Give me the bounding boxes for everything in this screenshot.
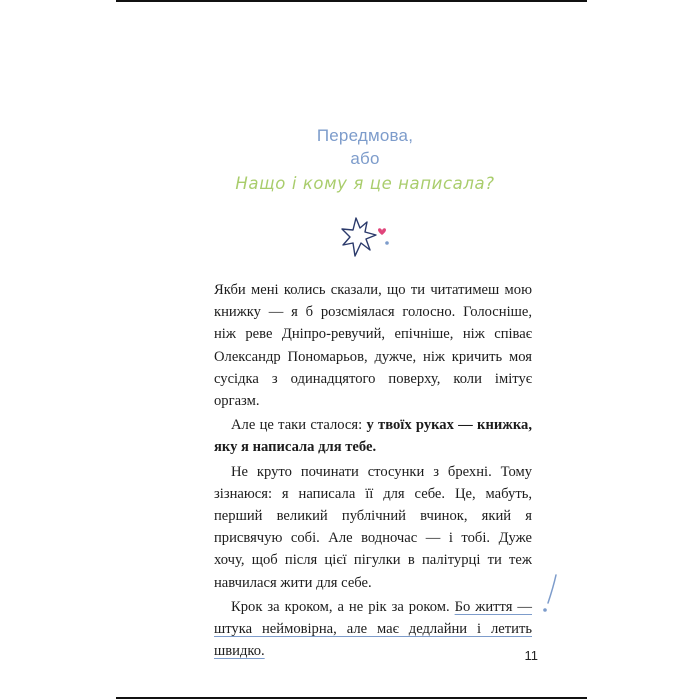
heart-icon (378, 228, 386, 235)
paragraph-1: Якби мені колись сказали, що ти читатимеш мою книжку — я б розсміялася голосно. Голосніше, ніж реве Дніпро-ревучий, епічніше, ніж співає Олександр Пономарьов, дужче, ніж кричить моя сусідка з одинадцятого поверху, коли імітує оргазм. (214, 282, 532, 410)
paragraph-2-start: Але це таки сталося: (231, 417, 367, 434)
exclamation-mark-icon (536, 572, 562, 616)
title-line-2: або (350, 149, 380, 168)
title-line-1: Передмова, (316, 126, 414, 145)
paragraph-4 (214, 596, 532, 663)
chapter-title (200, 124, 530, 195)
ornament (340, 214, 396, 262)
title-line-3: Нащо і кому я це написала? (235, 174, 495, 193)
sparkle-star-icon (342, 218, 376, 256)
page-number: 11 (524, 648, 538, 663)
paragraph-4-underlined: Бо життя — штука неймовірна, але має дедлайни і летить швидко. (214, 598, 532, 660)
bottom-rule (116, 697, 587, 699)
top-rule (116, 0, 587, 2)
paragraph-2-bold: у твоїх руках — книжка, яку я написала для тебе. (214, 417, 532, 456)
paragraph-4-start: Крок за кроком, а не рік за роком. (231, 598, 455, 615)
dot-icon (385, 241, 389, 245)
body-text (214, 279, 532, 664)
paragraph-2 (214, 414, 532, 458)
paragraph-3: Не круто починати стосунки з брехні. Тому зізнаюся: я написала її для себе. Це, мабуть, перший великий публічний вчинок, який я присвячую собі. Але водночас — і тобі. Дуже хочу, щоб після цієї пігулки в палітурці ти теж навчилася жити для себе. (214, 463, 532, 591)
